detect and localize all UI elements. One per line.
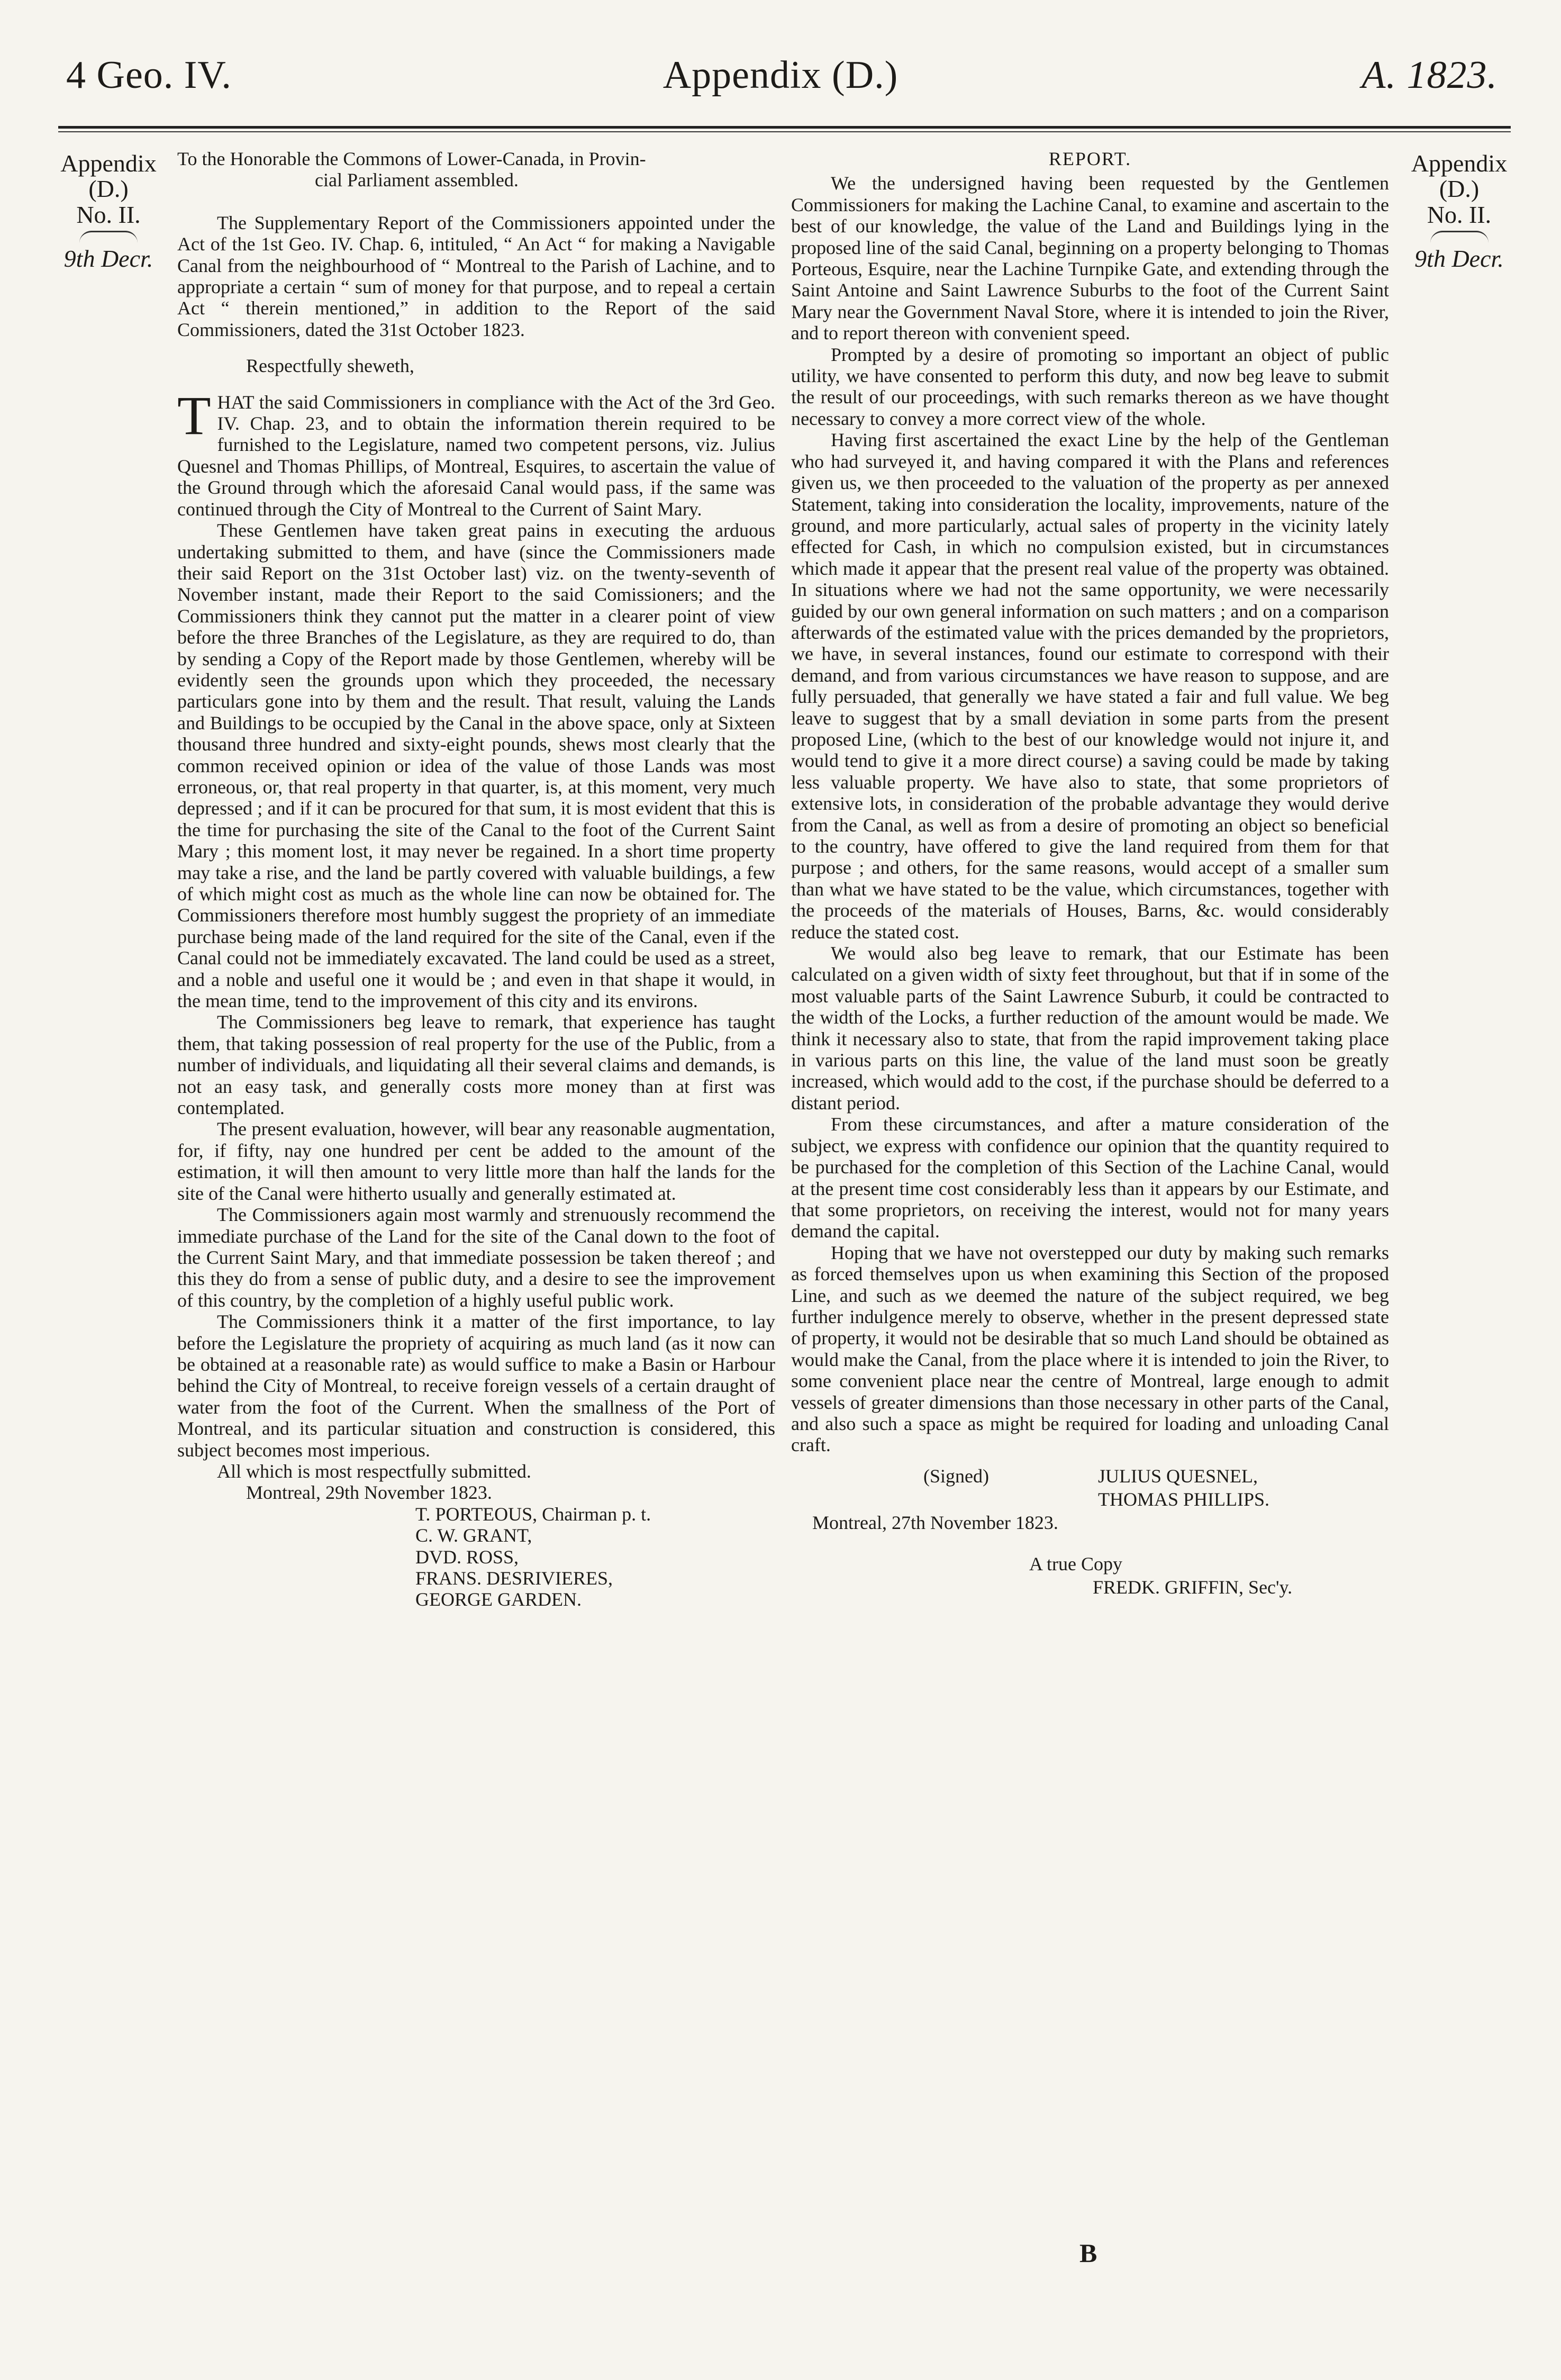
signer-name: THOMAS PHILLIPS. xyxy=(1098,1488,1270,1510)
header-year: A. 1823. xyxy=(1362,53,1498,97)
signatory: DVD. ROSS, xyxy=(415,1546,519,1568)
secretary-name: FREDK. GRIFFIN, Sec'y. xyxy=(1093,1576,1293,1598)
commissioners-date: Montreal, 29th November 1823. xyxy=(246,1482,492,1504)
margin-letter: (D.) xyxy=(88,175,129,203)
margin-number: No. II. xyxy=(76,201,141,228)
margin-letter: (D.) xyxy=(1439,175,1480,203)
signatory: C. W. GRANT, xyxy=(415,1525,532,1546)
signatory: T. PORTEOUS, Chairman p. t. xyxy=(415,1503,651,1525)
paragraph: The Commissioners again most warmly and strenuously recommend the immediate purchase of the Land for the site of the Canal down to the foot of the Current Saint Mary, and that immediate possession be taken thereof ; and this they do from a sense of public duty, and a desire to see the improvement of this country, by the completion of a highly useful public work. xyxy=(177,1204,775,1311)
closing-line: All which is most respectfully submitted. xyxy=(217,1460,531,1482)
left-column xyxy=(177,148,775,1610)
copy-row xyxy=(791,1553,1389,1577)
opening-paragraph-text: HAT the said Commissioners in compliance with the Act of the 3rd Geo. IV. Chap. 23, and to obtain the information therein required to be furnished to the Legislature, named two competent persons, viz. Julius Quesnel and Thomas Phillips, of Montreal, Esquires, to ascertain the value of the Ground through which the aforesaid Canal would pass, if the same was continued through the City of Montreal to the Current of Saint Mary. xyxy=(177,391,775,520)
address xyxy=(177,148,775,191)
paragraph: The Commissioners beg leave to remark, that experience has taught them, that taking possession of real property for the use of the Public, from a number of individuals, and liquidating all their several claims and demands, is not an easy task, and generally costs more money than at first was contemplated. xyxy=(177,1011,775,1119)
margin-date: 9th Decr. xyxy=(1414,245,1504,272)
header-rule-thin xyxy=(58,131,1511,132)
copy-row xyxy=(791,1577,1389,1600)
paragraph: The Commissioners think it a matter of the first importance, to lay before the Legislature the propriety of acquiring as much land (as it now can be obtained at a reasonable rate) as would suffice to make a Basin or Harbour behind the City of Montreal, to receive foreign vessels of a certain draught of water from the foot of the Current. When the smallness of the Port of Montreal, and its particular situation and construction is considered, this subject becomes most imperious. xyxy=(177,1311,775,1461)
salutation: Respectfully sheweth, xyxy=(246,355,414,377)
signer-name: JULIUS QUESNEL, xyxy=(1098,1465,1258,1487)
paragraph: Prompted by a desire of promoting so important an object of public utility, we have consented to perform this duty, and now beg leave to submit the result of our proceedings, with such remarks thereon as we have thought necessary to convey a more correct view of the whole. xyxy=(791,343,1389,429)
printer-signature-mark: B xyxy=(1079,2238,1097,2268)
margin-note-right xyxy=(1394,151,1524,272)
margin-brace xyxy=(79,231,138,243)
report-subject: The Supplementary Report of the Commissioners appointed under the Act of the 1st Geo. IV. Chap. 6, intituled, “ An Act “ for making a Navigable Canal from the neighbourhood of “ Montreal to the Parish of Lachine, and to appropriate a certain “ sum of money for that purpose, and to repeal a certain Act “ therein mentioned,” in addition to the Report of the said Commissioners, dated the 31st October 1823. xyxy=(177,212,775,340)
paragraph: Hoping that we have not overstepped our duty by making such remarks as forced themselves upon us when examining this Section of the proposed Line, and such as we deemed the nature of the subject required, we beg further indulgence merely to observe, whether in the present depressed state of property, it would not be desirable that so much Land should be obtained as would make the Canal, from the place where it is intended to join the River, to some convenient place near the centre of Montreal, large enough to admit vessels of greater dimensions than those necessary in other parts of the Canal, and also such a space as might be required for loading and unloading Canal craft. xyxy=(791,1242,1389,1456)
header-appendix: Appendix (D.) xyxy=(662,53,899,97)
paragraph: These Gentlemen have taken great pains in executing the arduous undertaking submitted to them, and have (since the Commissioners made their said Report on the 31st October last) viz. on the twenty-seventh of November instant, made their Report to the said Comissioners; and the Commissioners think they cannot put the matter in a clearer point of view before the three Branches of the Legislature, as they are required to do, than by sending a Copy of the Report made by those Gentlemen, whereby will be evidently seen the grounds upon which they proceeded, the necessary particulars gone into by them and the result. That result, valuing the Lands and Buildings to be occupied by the Canal in the above space, only at Sixteen thousand three hundred and sixty-eight pounds, shews most clearly that the common received opinion or idea of the value of those Lands was most erroneous, or, that real property in that quarter, is, at this moment, very much depressed ; and if it can be procured for that sum, it is most evident that this is the time for purchasing the site of the Canal to the foot of the Current Saint Mary ; this moment lost, it may never be regained. In a short time property may take a rise, and the land be partly covered with valuable buildings, a few of which might cost as much as the whole line can now be obtained for. The Commissioners therefore most humbly suggest the propriety of an immediate purchase being made of the land required for the site of the Canal, even if the Canal could not be immediately excavated. The land could be used as a street, and a noble and useful one it would be ; and even in that shape it would, in the mean time, tend to the improvement of this city and its environs. xyxy=(177,520,775,1012)
margin-number: No. II. xyxy=(1427,201,1492,228)
signed-row xyxy=(791,1489,1389,1512)
signatory: GEORGE GARDEN. xyxy=(415,1589,582,1610)
drop-cap: T xyxy=(177,385,211,446)
opening-paragraph xyxy=(177,385,775,520)
report-title: REPORT. xyxy=(1048,148,1132,169)
paragraph: We the undersigned having been requested by the Gentlemen Commissioners for making the Lachine Canal, to examine and ascertain to the best of our knowledge, the value of the Land and Buildings lying in the proposed line of the said Canal, beginning on a property belonging to Thomas Porteous, Esquire, near the Lachine Turnpike Gate, and extending through the Saint Antoine and Saint Lawrence Suburbs to the foot of the Current Saint Mary near the Government Naval Store, where it is intended to join the River, and to report thereon with convenient speed. xyxy=(791,173,1389,344)
true-copy-label: A true Copy xyxy=(1029,1553,1122,1574)
paragraph: We would also beg leave to remark, that our Estimate has been calculated on a given width of sixty feet throughout, but that if in some of the most valuable parts of the Saint Lawrence Suburb, it could be contracted to the width of the Locks, a further reduction of the amount would be made. We think it necessary also to state, that from the rapid improvement taking place in various parts on this line, the value of the land must soon be greatly increased, which would add to the cost, if the purchase should be deferred to a distant period. xyxy=(791,943,1389,1114)
margin-appendix: Appendix xyxy=(60,150,157,177)
margin-brace xyxy=(1430,231,1489,243)
address-line-2: cial Parliament assembled. xyxy=(315,169,519,191)
signatory: FRANS. DESRIVIERES, xyxy=(415,1568,613,1589)
margin-appendix: Appendix xyxy=(1411,150,1508,177)
paragraph: From these circumstances, and after a mature consideration of the subject, we express with confidence our opinion that the quantity required to be purchased for the completion of this Section of the Lachine Canal, would at the present time cost considerably less than it appears by our Estimate, and that some proprietors, on receiving the interest, would not for many years demand the capital. xyxy=(791,1114,1389,1242)
signed-row xyxy=(791,1465,1389,1489)
report-date-row xyxy=(791,1512,1389,1535)
address-line-1: To the Honorable the Commons of Lower-Canada, in Provin- xyxy=(177,148,646,169)
paragraph: Having first ascertained the exact Line by the help of the Gentleman who had surveyed it, and having compared it with the Plans and references given us, we then proceeded to the valuation of the property as per annexed Statement, taking into consideration the locality, improvements, nature of the ground, and more particularly, actual sales of property in the vicinity lately effected for Cash, in which no compulsion existed, but in circumstances which made it appear that the present real value of the property was obtained. In situations where we had not the same opportunity, we were necessarily guided by our own general information on such matters ; and on a comparison afterwards of the estimated value with the prices demanded by the proprietors, we have, in several instances, found our estimate to correspond with their demand, and from various circumstances we have reason to suppose, and are fully persuaded, that generally we have stated a fair and full value. We beg leave to suggest that by a small deviation in some parts from the present proposed Line, (which to the best of our knowledge would not injure it, and would tend to give it a more direct course) a saving could be made by taking less valuable property. We have also to state, that some proprietors of extensive lots, in consideration of the probable advantage they would derive from the Canal, as well as from a desire of promoting an object so beneficial to the country, have offered to give the land required from them for that purpose ; and others, for the same reasons, would accept of a smaller sum than what we have stated to be the value, which circumstances, together with the proceeds of the materials of Houses, Barns, &c. would considerably reduce the stated cost. xyxy=(791,429,1389,943)
margin-date: 9th Decr. xyxy=(63,245,153,272)
report-date: Montreal, 27th November 1823. xyxy=(812,1512,1058,1533)
header-rule-thick xyxy=(58,126,1511,129)
paragraph: The present evaluation, however, will bear any reasonable augmentation, for, if fifty, nay one hundred per cent be added to the amount of the estimation, it will then amount to very little more than half the lands for the site of the Canal were hitherto usually and generally estimated at. xyxy=(177,1118,775,1204)
margin-note-left xyxy=(48,151,169,272)
header-session: 4 Geo. IV. xyxy=(66,53,232,97)
right-column xyxy=(791,148,1389,1600)
signed-label: (Signed) xyxy=(923,1465,989,1487)
commissioners-signatures xyxy=(177,1504,775,1610)
